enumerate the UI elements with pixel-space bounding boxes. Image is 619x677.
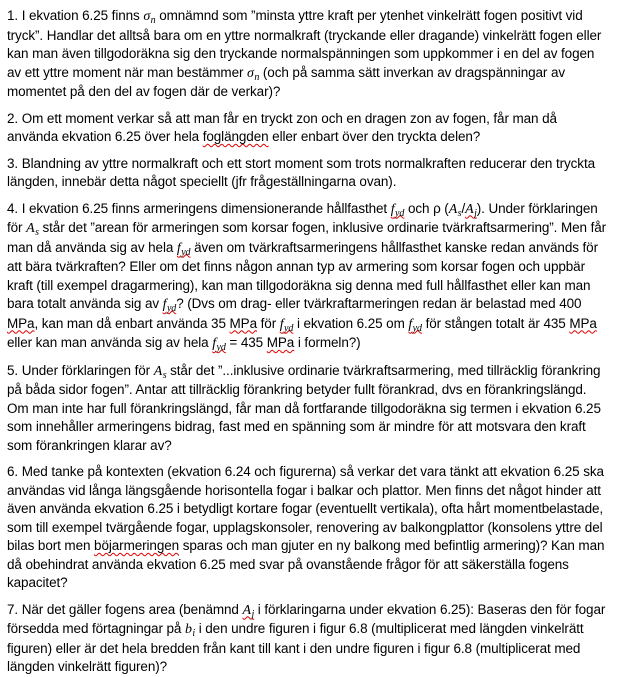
document-body — [7, 7, 611, 677]
run-text: även om tvärkraftsarmeringens hållfasthet kanske redan används för att bära tvärkraften? Eller om det finns någon annan typ av armering som korsar fogen och uppbär kraft (till exempel dragarmering), kan man tillgodoräkna sig denna med full hållfasthet eller kan man bara totalt använda sig av — [7, 239, 598, 311]
text-run — [7, 335, 212, 350]
run-text: MPa — [7, 315, 35, 331]
run-text: ). Under förklaringen för — [7, 200, 598, 235]
run-text: eller kan man använda sig av hela — [7, 335, 213, 350]
text-run — [176, 296, 581, 311]
run-text: f — [176, 240, 181, 256]
question-paragraph-6 — [7, 463, 611, 593]
question-paragraph-1 — [7, 7, 611, 102]
run-text: eller enbart över den tryckta delen? — [268, 129, 481, 144]
run-text: för stången totalt är 435 — [421, 315, 570, 331]
run-text: MPa — [229, 315, 257, 331]
text-run — [7, 201, 391, 216]
run-subscript: n — [254, 71, 260, 83]
text-run — [404, 201, 448, 216]
text-run — [34, 316, 229, 331]
run-text: 4. I ekvation 6.25 finns armeringens dimensionerande hållfasthet — [7, 200, 391, 216]
run-text: b — [184, 622, 192, 637]
run-text: i förklaringarna under ekvation 6.25): Baseras den för fogar försedda med förtagningar på — [7, 601, 606, 636]
run-text: , kan man då enbart använda 35 — [34, 315, 230, 331]
run-text: MPa — [569, 315, 597, 331]
run-text: f — [408, 316, 413, 332]
run-subscript: j — [474, 207, 477, 219]
run-text: A — [153, 363, 163, 379]
text-run — [7, 8, 143, 23]
math-variable — [243, 603, 255, 618]
run-text: omnämnd som ”minsta yttre kraft per ytenhet vinkelrätt fogen positivt vid tryck”. Handlar det alltså bara om en yttre normalkraft (tryckande eller dragande) vinkelrätt fogen eller kan man även tillgodoräkna sig den tryckande normalspänningen som uppkommer i en del av fogen av ett yttre moment när man bestämmer — [7, 8, 602, 80]
run-text: σ — [247, 65, 254, 81]
run-text: A — [26, 221, 35, 236]
run-text: σ — [143, 9, 151, 24]
run-subscript: yd — [412, 322, 422, 334]
run-text: i den undre figuren i figur 6.8 (multiplicerat med längden vinkelrätt figuren) eller är det hela bredden från kant till kant i den undre figuren i figur 6.8 (multiplicerat med längden vinkelrätt figuren)? — [7, 621, 584, 674]
run-text: (och på samma sätt inverkan av dragspänningar av momentet på den del av fogen där de verkar)? — [7, 64, 566, 99]
text-run — [230, 316, 257, 331]
run-subscript: n — [150, 15, 156, 26]
run-text: MPa — [266, 335, 295, 350]
question-paragraph-4 — [7, 200, 611, 354]
run-subscript: yd — [166, 303, 177, 314]
run-text: 5. Under förklaringen för — [7, 362, 154, 378]
run-text: f — [279, 316, 284, 332]
run-text: 3. Blandning av yttre normalkraft och ett stort moment som trots normalkraften reducerar den tryckta längden, innebär detta något speciellt (jfr frågeställningarna ovan). — [7, 155, 596, 189]
math-variable — [247, 66, 259, 81]
math-variable — [465, 202, 477, 217]
text-run — [203, 129, 269, 144]
text-run — [7, 602, 243, 617]
run-text: f — [162, 297, 167, 312]
run-text: f — [390, 201, 395, 217]
math-variable — [143, 9, 155, 24]
run-text: i ekvation 6.25 om — [293, 315, 409, 331]
math-variable — [154, 364, 167, 379]
math-variable — [280, 317, 294, 332]
run-subscript: j — [251, 608, 255, 620]
run-subscript: yd — [395, 207, 405, 219]
run-subscript: s — [457, 207, 462, 219]
question-paragraph-2 — [7, 110, 611, 147]
run-subscript: i — [192, 628, 196, 639]
math-variable — [26, 221, 39, 236]
math-variable — [408, 317, 422, 332]
run-text: / — [461, 200, 466, 216]
text-run — [7, 156, 595, 190]
run-text: för — [256, 315, 280, 331]
run-subscript: s — [162, 369, 167, 381]
run-text: står det ”arean för armeringen som korsar fogen, inklusive ordinarie tvärkraftsarmering”. Men får man då använda sig av hela — [7, 220, 607, 255]
question-paragraph-5 — [7, 362, 611, 456]
run-text: foglängden — [202, 129, 269, 144]
math-variable — [212, 336, 226, 351]
text-run — [569, 316, 596, 331]
run-text: böjarmeringen — [94, 538, 180, 553]
run-subscript: yd — [181, 246, 191, 258]
text-run — [269, 129, 481, 144]
run-text: = 435 — [225, 335, 267, 350]
run-text: A — [242, 602, 251, 618]
run-text: 2. Om ett moment verkar så att man får en tryckt zon och en dragen zon av fogen, får man då använda ekvation 6.25 över hela — [7, 110, 557, 144]
text-run — [294, 335, 360, 350]
run-text: sparas och man gjuter en ny balkong med befintlig armering)? Kan man då obehindrat använda ekvation 6.25 med svar på ovanstående frågor för att säkerställa fogens kapacitet? — [7, 538, 605, 590]
math-variable — [449, 202, 462, 217]
run-text: står det ”...inklusive ordinarie tvärkraftsarmering, med tillräcklig förankring på båda sidor fogen”. Antar att tillräcklig förankring betyder fullt förankrad, dvs en förankringslängd. Om man inte har full förankringslängd, får man då fortfarande tillgodoräkna sig termen i ekvation 6.25 som innehåller armeringens bidrag, fast med en spänning som är mindre för att motsvara den kraft som förankringen klarar av? — [7, 362, 601, 453]
math-variable — [163, 297, 177, 312]
text-run — [267, 335, 294, 350]
question-paragraph-3 — [7, 155, 611, 192]
run-subscript: yd — [216, 342, 226, 353]
math-variable — [391, 202, 405, 217]
text-run — [7, 316, 34, 331]
text-run — [422, 316, 569, 331]
text-run — [257, 316, 280, 331]
text-run — [226, 335, 267, 350]
run-text: 6. Med tanke på kontexten (ekvation 6.24 och figurerna) så verkar det vara tänkt att ekvation 6.25 ska användas vid långa längsgående horisontella fogar i balkar och plattor. Men finns det något hinder att även använda ekvation 6.25 i betydligt kortare fogar (eventuellt vertikala), ofta hårt momentbelastade, som till exempel tvärgående fogar, upplagskonsoler, renovering av balkongplattor (konsolens yttre del bilas bort men — [7, 464, 604, 553]
text-run — [7, 363, 154, 378]
run-text: A — [465, 201, 474, 217]
run-subscript: yd — [284, 322, 294, 334]
run-text: ? (Dvs om drag- eller tvärkraftarmeringen redan är belastad med 400 — [176, 296, 582, 311]
text-run — [94, 538, 179, 553]
question-paragraph-7 — [7, 601, 611, 677]
run-text: f — [212, 336, 217, 351]
run-text: 7. När det gäller fogens area (benämnd — [7, 601, 243, 617]
run-text: i formeln?) — [294, 335, 361, 350]
run-text: och ρ ( — [404, 200, 449, 216]
text-run — [293, 316, 408, 331]
run-text: A — [448, 201, 458, 217]
run-subscript: s — [35, 227, 39, 238]
run-text: 1. I ekvation 6.25 finns — [7, 8, 144, 23]
math-variable — [177, 241, 191, 256]
math-variable — [185, 622, 195, 637]
